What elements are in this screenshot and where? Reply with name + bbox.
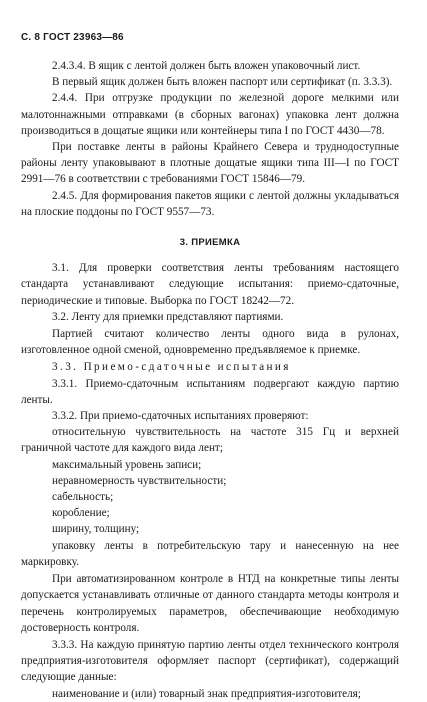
list-item-camber: сабельность; xyxy=(52,491,114,504)
paragraph-2-4-3-4: 2.4.3.4. В ящик с лентой должен быть вложен упаковочный лист. xyxy=(52,60,361,72)
paragraph-2-4-4: 2.4.4. При отгрузке продукции по железной дороге мелкими или малотоннажными отправками (в сборных вагонах) упаковка лент должна производиться в дощатые ящики или контейнеры типа I по ГОСТ 4430—78. xyxy=(21,92,399,137)
list-item-packaging: упаковку ленты в потребительскую тару и нанесенную на нее маркировку. xyxy=(21,539,399,568)
paragraph-far-north: При поставке ленты в районы Крайнего Севера и труднодоступные районы ленту упаковывают в плотные дощатые ящики типа III—I по ГОСТ 2991—76 в соответствии с требованиями ГОСТ 15846—79. xyxy=(21,141,399,186)
paragraph-3-3-3: 3.3.3. На каждую принятую партию ленты отдел технического контроля предприятия-изготовителя оформляет паспорт (сертификат), содержащий следующие данные: xyxy=(21,638,399,684)
list-item-max-level: максимальный уровень записи; xyxy=(52,458,202,471)
paragraph-3-3-1: 3.3.1. Приемо-сдаточным испытаниям подвергают каждую партию ленты. xyxy=(21,377,399,406)
subsection-3-3-title: 3.3. Приемо-сдаточные испытания xyxy=(52,361,291,374)
section-heading: 3. ПРИЕМКА xyxy=(179,237,241,249)
paragraph-3-3-2: 3.3.2. При приемо-сдаточных испытаниях проверяют: xyxy=(52,410,309,423)
paragraph-passport: В первый ящик должен быть вложен паспорт или сертификат (п. 3.3.3). xyxy=(52,76,393,89)
paragraph-3-1: 3.1. Для проверки соответствия ленты требованиям настоящего стандарта устанавливают следующие испытания: приемо-сдаточные, периодические и типовые. Выборка по ГОСТ 18242—72. xyxy=(21,262,399,307)
list-item-warping: коробление; xyxy=(52,507,110,520)
paragraph-automated-control: При автоматизированном контроле в НТД на конкретные типы ленты допускается устанавливать отличные от данного стандарта методы контроля и перечень контролируемых параметров, обеспечивающие необходимую достоверность контроля. xyxy=(21,573,399,634)
list-item-nonuniformity: неравномерность чувствительности; xyxy=(52,474,227,487)
list-item-manufacturer: наименование и (или) товарный знак предприятия-изготовителя; xyxy=(52,687,361,700)
list-item-width-thickness: ширину, толщину; xyxy=(52,523,140,536)
paragraph-batch-definition: Партией считают количество ленты одного вида в рулонах, изготовленное одной сменой, одновременно предъявляемое к приемке. xyxy=(21,328,399,357)
paragraph-3-2: 3.2. Ленту для приемки представляют партиями. xyxy=(52,310,284,323)
paragraph-2-4-5: 2.4.5. Для формирования пакетов ящики с лентой должны укладываться на плоские поддоны по ГОСТ 9557—73. xyxy=(21,189,399,218)
list-item-sensitivity: относительную чувствительность на частоте 315 Гц и верхней граничной частоте для каждого вида лент; xyxy=(21,426,399,455)
document-body xyxy=(21,58,399,702)
page-header: С. 8 ГОСТ 23963—86 xyxy=(21,32,124,43)
